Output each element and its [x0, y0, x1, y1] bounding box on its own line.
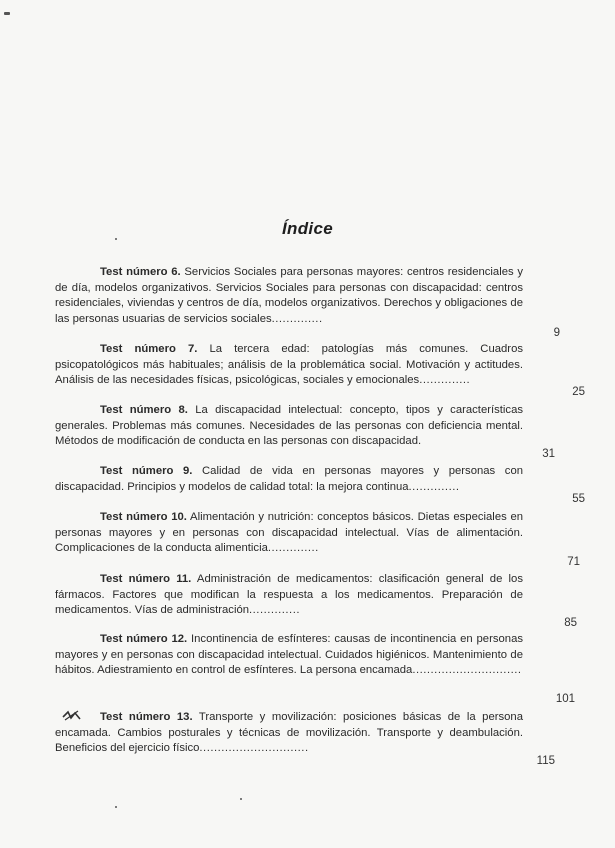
- toc-page-number: 25: [572, 386, 585, 398]
- toc-entry-text: [55, 510, 523, 557]
- toc-entry: [55, 710, 523, 757]
- toc-entry-label: Test número 7.: [100, 343, 198, 355]
- toc-page-number: 101: [555, 693, 575, 705]
- toc-entry-text: [55, 572, 523, 619]
- toc-page-number: 85: [564, 617, 577, 629]
- toc-leader-dots: ..............: [249, 604, 300, 616]
- toc-leader-dots: ..............: [419, 374, 471, 386]
- toc-entry-text: [55, 632, 523, 679]
- toc-leader-dots: ..............: [271, 312, 323, 325]
- toc-entry-label: Test número 9.: [100, 465, 193, 477]
- scan-speck: [240, 798, 242, 800]
- scribble-mark-icon: [62, 709, 82, 723]
- toc-page-number: 9: [553, 327, 560, 339]
- toc-entry: [55, 572, 523, 619]
- toc-entry-description: Servicios Sociales para personas mayores: centros residenciales y de día, modelos organizativos. Servicios Sociales para personas con discapacidad: centros residenciales, viviendas y centros de día, modelos organizativos. Derechos y obligaciones de las personas usuarias de servicios sociales: [55, 266, 524, 325]
- toc-entry-label: Test número 6.: [100, 266, 181, 278]
- toc-leader-dots: ..............................: [199, 742, 309, 754]
- toc-entry-description: La tercera edad: patologías más comunes. Cuadros psicopatológicos más habituales; análisis de la problemática social. Motivación y actitudes. Análisis de las necesidades físicas, psicológicas, sociales y emocionales: [55, 343, 524, 386]
- toc-leader-dots: .: [417, 435, 422, 447]
- toc-entry-label: Test número 12.: [100, 633, 188, 645]
- toc-entry-text: [55, 710, 523, 757]
- toc-entry: [55, 510, 523, 557]
- toc-entry-description: La discapacidad intelectual: concepto, tipos y características generales. Problemas más comunes. Necesidades de las personas con deficiencia mental. Métodos de modificación de conducta en las personas con discapacidad: [55, 404, 524, 447]
- toc-entry-text: [55, 342, 523, 389]
- toc-entry: [55, 632, 523, 679]
- toc-leader-dots: ..............: [267, 542, 319, 554]
- toc-entry-description: Alimentación y nutrición: conceptos básicos. Dietas especiales en personas mayores y en personas con discapacidad intelectual. Vías de alimentación. Complicaciones de la conducta alimenticia: [55, 511, 524, 554]
- scan-speck: [115, 806, 117, 808]
- page-title: Índice: [282, 219, 333, 238]
- toc-entry: [55, 265, 523, 327]
- toc-leader-dots: ..............................: [412, 664, 522, 676]
- toc-entry-description: Administración de medicamentos: clasificación general de los fármacos. Factores que modifican la respuesta a los medicamentos. Preparación de medicamentos. Vías de administración: [55, 573, 523, 616]
- scan-speck: [115, 238, 117, 240]
- toc-entry-text: [55, 265, 523, 327]
- toc-entry-text: [55, 464, 523, 495]
- toc-page-number: 115: [536, 755, 555, 767]
- toc-entry: [55, 342, 523, 389]
- toc-entry-label: Test número 10.: [100, 511, 187, 523]
- toc-entry: [55, 464, 523, 495]
- toc-page-number: 31: [542, 448, 555, 460]
- toc-entry-description: Incontinencia de esfínteres: causas de incontinencia en personas mayores y en personas con discapacidad intelectual. Cuidados higiénicos. Mantenimiento de hábitos. Adiestramiento en control de esfínteres. La persona encamada: [55, 633, 523, 676]
- toc-page-number: 71: [567, 556, 580, 568]
- toc-leader-dots: ..............: [408, 480, 460, 493]
- toc-entry-description: Transporte y movilización: posiciones básicas de la persona encamada. Cambios posturales y técnicas de movilización. Transporte y deambulación. Beneficios del ejercicio físico: [55, 711, 523, 754]
- toc-entry-description: Calidad de vida en personas mayores y personas con discapacidad. Principios y modelos de calidad total: la mejora continua: [55, 465, 524, 493]
- toc-entry: [55, 403, 523, 450]
- toc-page-number: 55: [572, 493, 585, 505]
- toc-entry-label: Test número 11.: [100, 573, 192, 585]
- toc-entry-text: [55, 403, 523, 450]
- toc-entry-label: Test número 13.: [100, 711, 193, 723]
- scan-speck: [4, 12, 10, 15]
- toc-entry-label: Test número 8.: [100, 404, 188, 416]
